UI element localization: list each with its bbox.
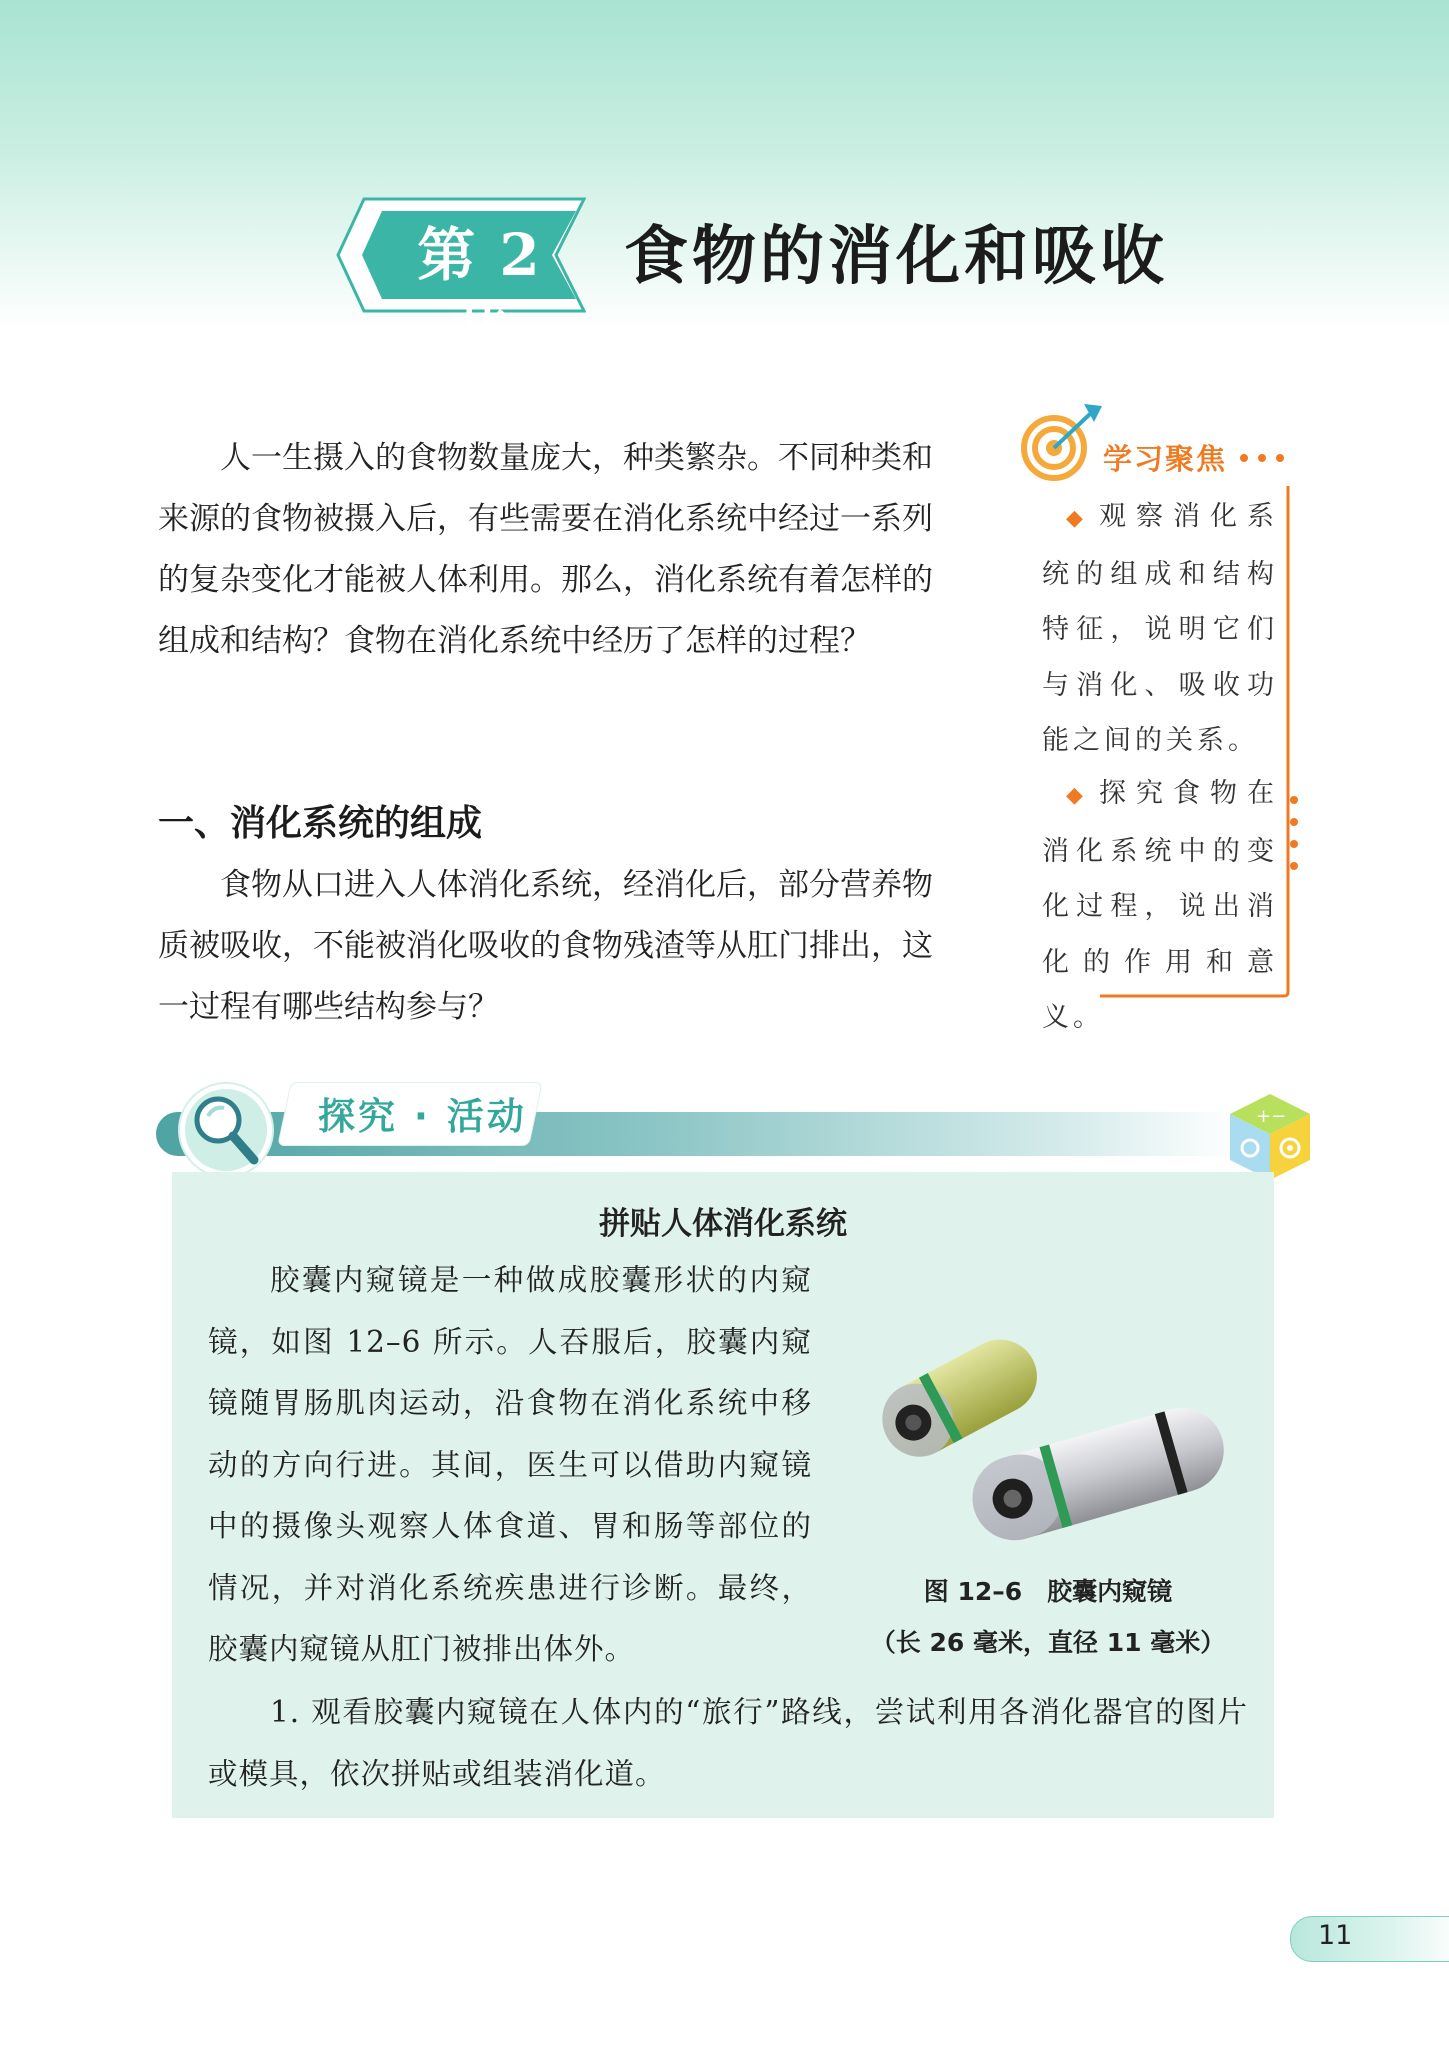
activity-step-1: 1. 观看胶囊内窥镜在人体内的“旅行”路线，尝试利用各消化器官的图片或模具，依次拼贴或组装消化道。: [208, 1695, 1248, 1791]
magnifier-icon: [176, 1080, 276, 1180]
page-number-tab: [1290, 1916, 1449, 1962]
section-badge: [336, 197, 586, 369]
capsule-endoscope-image: [868, 1310, 1228, 1550]
learning-focus-item: ◆观察消化系统的组成和结构特征，说明它们与消化、吸收功能之间的关系。: [1042, 501, 1278, 756]
section-heading: 一、消化系统的组成: [158, 803, 483, 844]
activity-paragraph: 胶囊内窥镜是一种做成胶囊形状的内窥镜，如图 12–6 所示。人吞服后，胶囊内窥镜随胃肠肌肉运动，沿食物在消化系统中移动的方向行进。其间，医生可以借助内窥镜中的摄像头观察人体食道、胃和肠等部位的情况，并对消化系统疾患进行诊断。最终，胶囊内窥镜从肛门被排出体外。: [208, 1263, 812, 1666]
science-cube-icon: [1228, 1092, 1312, 1182]
svg-text:+−: +−: [1256, 1106, 1287, 1127]
section-paragraph: 食物从口进入人体消化系统，经消化后，部分营养物质被吸收，不能被消化吸收的食物残渣等从肛门排出，这一过程有哪些结构参与？: [158, 867, 933, 1025]
figure-subcaption: （长 26 毫米，直径 11 毫米）: [870, 1628, 1226, 1657]
figure-caption: 图 12–6 胶囊内窥镜: [923, 1577, 1173, 1606]
diamond-bullet-icon: ◆: [1066, 506, 1099, 531]
dots-decoration: [1236, 448, 1296, 468]
activity-label: 探究 · 活动: [318, 1095, 527, 1138]
section-label: 第 2 节: [417, 221, 542, 369]
diamond-bullet-icon: ◆: [1066, 783, 1099, 808]
page-number: 11: [1318, 1920, 1353, 1951]
activity-heading: 拼贴人体消化系统: [599, 1206, 847, 1242]
page-title: 食物的消化和吸收: [624, 219, 1168, 294]
learning-focus-title: 学习聚焦: [1103, 442, 1228, 476]
learning-focus-item: ◆探究食物在消化系统中的变化过程，说出消化的作用和意义。: [1042, 778, 1278, 1033]
target-icon: [1014, 400, 1104, 482]
intro-paragraph: 人一生摄入的食物数量庞大，种类繁杂。不同种类和来源的食物被摄入后，有些需要在消化系统中经过一系列的复杂变化才能被人体利用。那么，消化系统有着怎样的组成和结构？食物在消化系统中经历了怎样的过程？: [158, 440, 933, 659]
